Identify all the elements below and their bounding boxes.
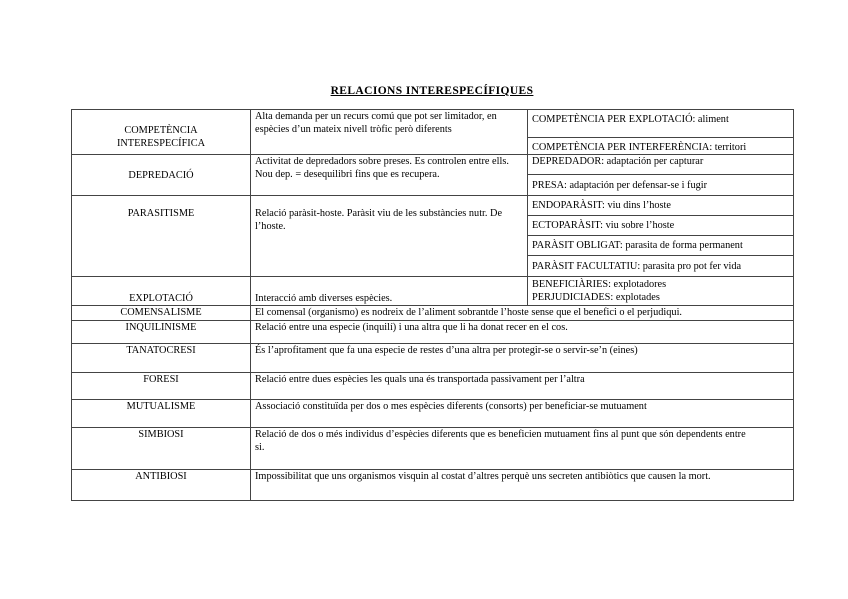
relation-name: DEPREDACIÓ [72,155,251,196]
relation-subtype: ENDOPARÀSIT: viu dins l’hoste [528,196,794,216]
relation-name: MUTUALISME [72,400,251,428]
table-row [72,306,794,321]
relation-name: TANATOCRESI [72,344,251,373]
relation-subtype: PRESA: adaptación per defensar-se i fugir [528,175,794,196]
relation-name: COMENSALISME [72,306,251,321]
relation-name: SIMBIOSI [72,428,251,470]
table-row [72,344,794,373]
table-row [72,155,794,175]
relation-description: Interacció amb diverses espècies. [251,277,528,306]
relation-subtype: DEPREDADOR: adaptación per capturar [528,155,794,175]
relation-name: ANTIBIOSI [72,470,251,501]
table-row [72,428,794,470]
relation-subtype: PARÀSIT FACULTATIU: parasita pro pot fer vida [528,256,794,277]
relation-description: Relació entre dues espècies les quals una és transportada passivament per l’altra [251,373,794,400]
relation-name: FORESI [72,373,251,400]
relation-description: Associació constituïda per dos o mes espècies diferents (consorts) per beneficiar-se mutuament [251,400,794,428]
relation-name: COMPETÈNCIA INTERESPECÍFICA [72,110,251,155]
relation-subtype: ECTOPARÀSIT: viu sobre l’hoste [528,216,794,236]
relation-description: Activitat de depredadors sobre preses. Es controlen entre ells. Nou dep. = desequilibri fins que es recupera. [251,155,528,196]
relations-table [71,109,794,501]
table-row [72,196,794,216]
relation-description: Alta demanda per un recurs comú que pot ser limitador, en espècies d’un mateix nivell tròfic però diferents [251,110,528,155]
relation-description: Relació paràsit-hoste. Paràsit viu de les substàncies nutr. De l’hoste. [251,196,528,277]
relation-subtype: PARÀSIT OBLIGAT: parasita de forma permanent [528,236,794,256]
relation-subtype: COMPETÈNCIA PER EXPLOTACIÓ: aliment [528,110,794,138]
relation-description: El comensal (organismo) es nodreix de l’aliment sobrantde l’hoste sense que el benefici o el perjudiqui. [251,306,794,321]
table-row [72,400,794,428]
relation-name: INQUILINISME [72,321,251,344]
relation-description: És l’aprofitament que fa una especie de restes d’una altra per protegir-se o servir-se’n (eines) [251,344,794,373]
relation-description: Relació entre una especie (inquilí) i una altra que li ha donat recer en el cos. [251,321,794,344]
table-row [72,373,794,400]
table-row [72,110,794,138]
relation-description: Relació de dos o més individus d’espècies diferents que es beneficien mutuament fins al punt que són dependents entre si. [251,428,794,470]
relation-description: Impossibilitat que uns organismos visquin al costat d’altres perquè uns secreten antibiòtics que causen la mort. [251,470,794,501]
relation-subtype: BENEFICIÀRIES: explotadores PERJUDICIADES: explotades [528,277,794,306]
relation-name: EXPLOTACIÓ [72,277,251,306]
table-row [72,321,794,344]
relation-name: PARASITISME [72,196,251,277]
table-row [72,277,794,306]
relation-subtype: COMPETÈNCIA PER INTERFERÈNCIA: territori [528,138,794,155]
document-title: RELACIONS INTERESPECÍFIQUES [330,85,534,97]
table-row [72,470,794,501]
